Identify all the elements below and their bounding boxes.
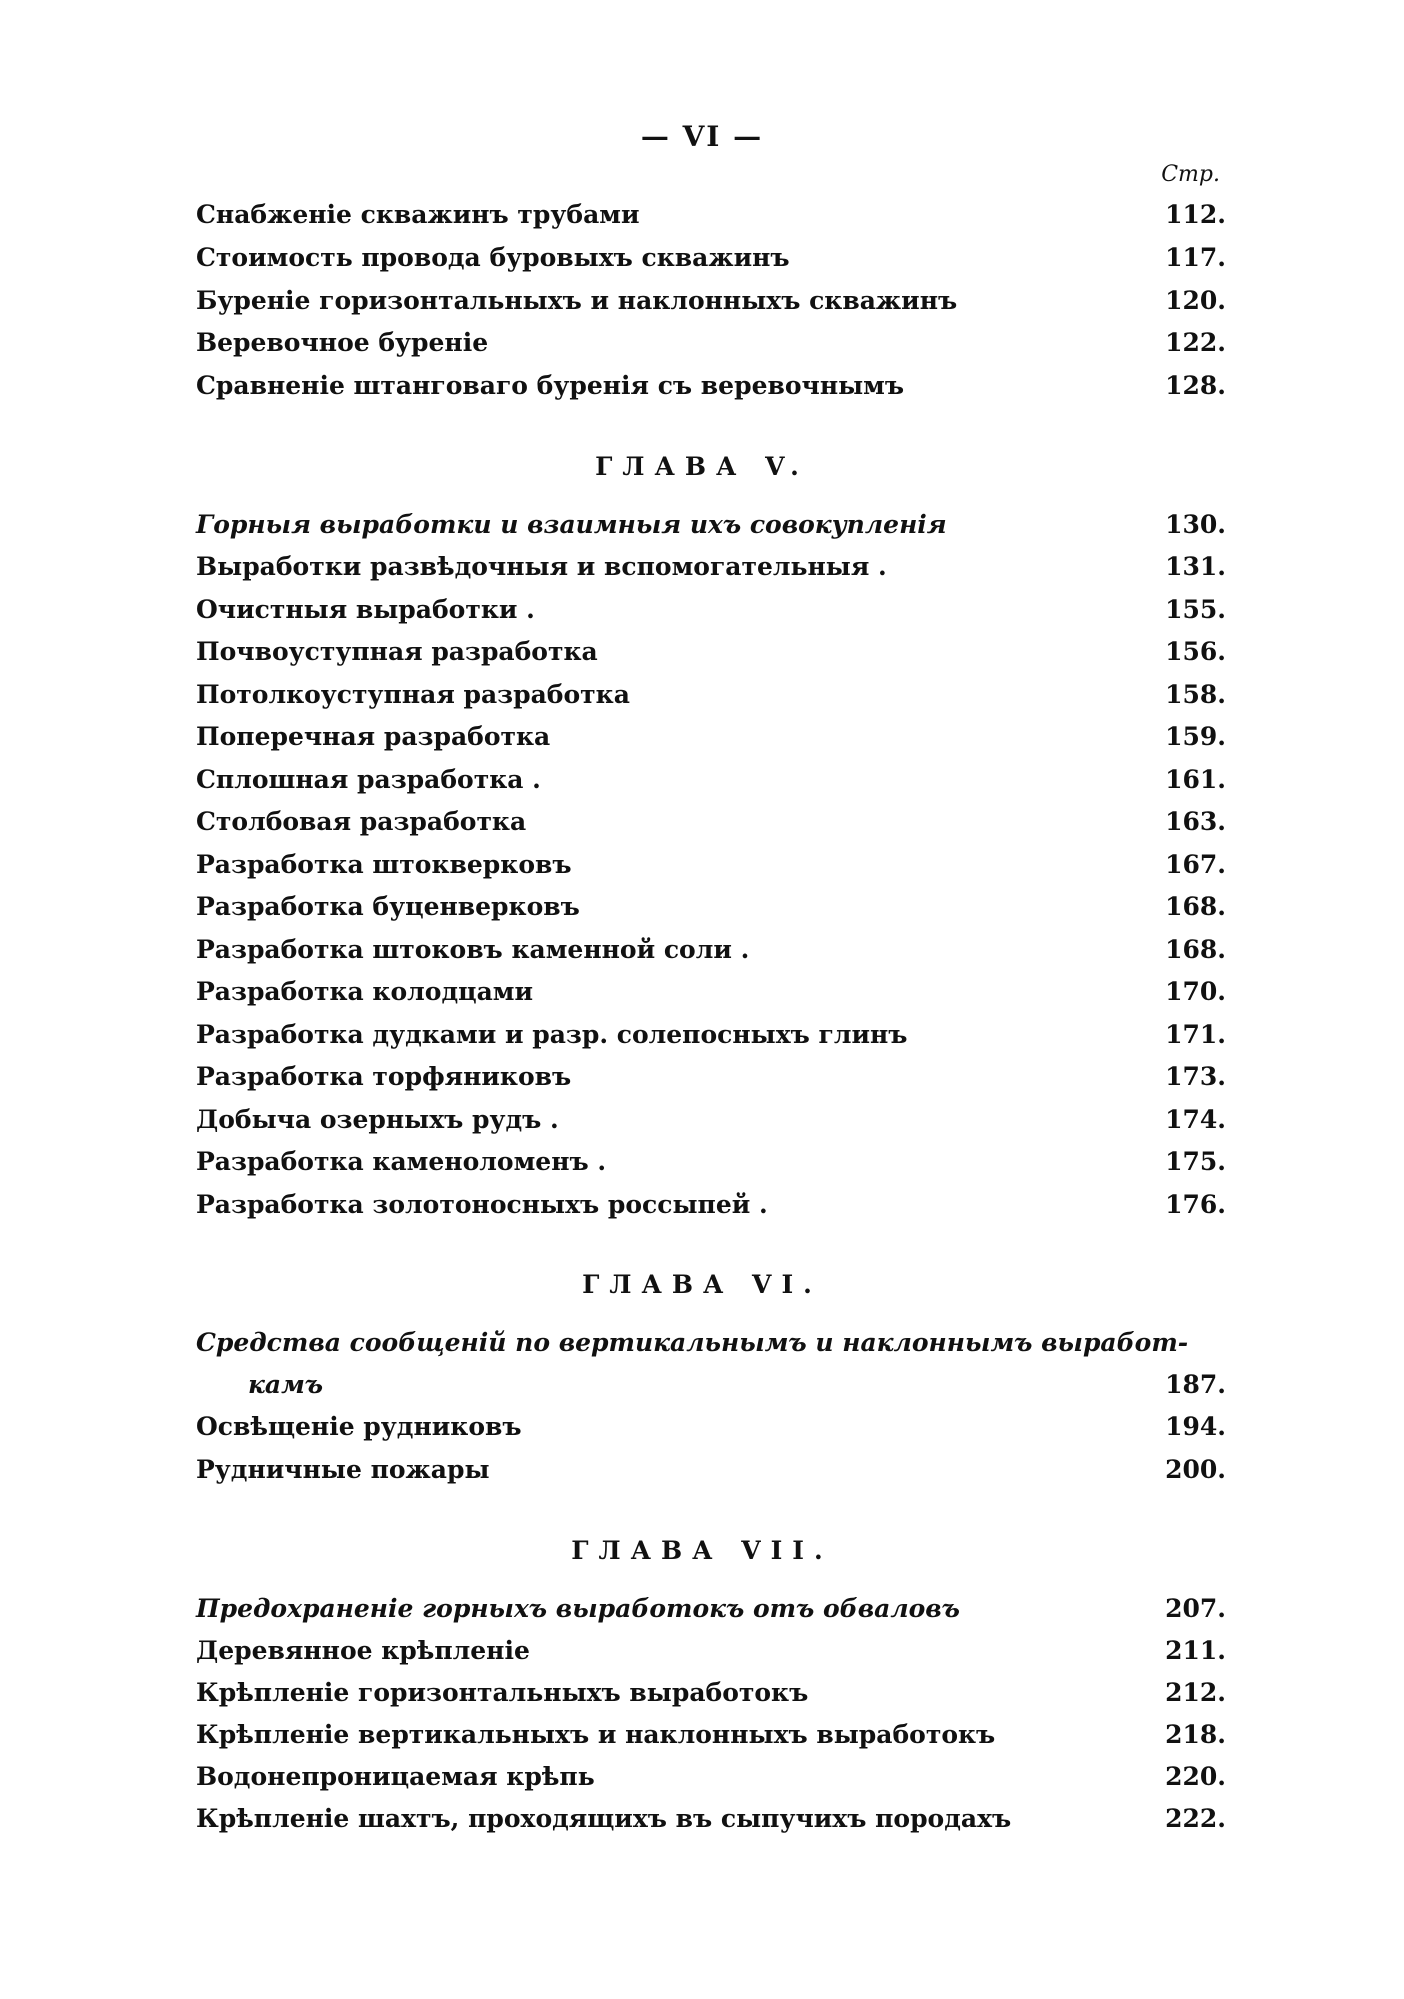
toc-entry-page: 158. — [1165, 680, 1226, 709]
toc-entry — [196, 1370, 1226, 1410]
toc-entry-title: Освѣщеніе рудниковъ — [196, 1412, 522, 1441]
toc-entry — [196, 850, 1226, 890]
toc-entry-page: 167. — [1165, 850, 1226, 879]
toc-entry-title: Рудничные пожары — [196, 1455, 490, 1484]
toc-entry-page: 155. — [1165, 595, 1226, 624]
toc-entry — [196, 722, 1226, 762]
toc-entry — [196, 1190, 1226, 1230]
toc-entry — [196, 807, 1226, 847]
toc-entry-title: Разработка штоковъ каменной соли . — [196, 935, 750, 964]
toc-entry — [196, 1328, 1226, 1368]
toc-entry-page: 212. — [1165, 1678, 1226, 1707]
page-number: — VI — — [640, 120, 764, 153]
toc-entry-title: Выработки развѣдочныя и вспомогательныя . — [196, 552, 887, 581]
toc-entry-title: Столбовая разработка — [196, 807, 527, 836]
toc-entry-page: 168. — [1165, 935, 1226, 964]
toc-entry — [196, 1720, 1226, 1760]
toc-entry — [196, 1678, 1226, 1718]
toc-entry-page: 117. — [1165, 243, 1226, 272]
chapter-heading: ГЛАВА VII. — [571, 1536, 833, 1565]
toc-entry-title: Разработка торфяниковъ — [196, 1062, 572, 1091]
toc-entry — [196, 371, 1226, 411]
toc-entry-page: 200. — [1165, 1455, 1226, 1484]
toc-entry — [196, 595, 1226, 635]
toc-entry-page: 130. — [1165, 510, 1226, 539]
toc-entry-title: Стоимость провода буровыхъ скважинъ — [196, 243, 790, 272]
toc-entry — [196, 1105, 1226, 1145]
toc-entry-title: Разработка колодцами — [196, 977, 534, 1006]
toc-entry-title: Предохраненіе горныхъ выработокъ отъ обваловъ — [196, 1594, 960, 1623]
toc-entry-page: 120. — [1165, 286, 1226, 315]
toc-entry-title: Разработка дудками и разр. солепосныхъ глинъ — [196, 1020, 908, 1049]
toc-entry-title: Разработка буценверковъ — [196, 892, 580, 921]
toc-entry-title: Крѣпленіе вертикальныхъ и наклонныхъ выработокъ — [196, 1720, 996, 1749]
toc-entry — [196, 1762, 1226, 1802]
toc-entry-title: Очистныя выработки . — [196, 595, 535, 624]
toc-entry — [196, 552, 1226, 592]
toc-entry — [196, 1804, 1226, 1844]
toc-entry-title: Разработка золотоносныхъ россыпей . — [196, 1190, 768, 1219]
toc-entry — [196, 977, 1226, 1017]
toc-entry — [196, 510, 1226, 550]
toc-entry-page: 131. — [1165, 552, 1226, 581]
toc-entry — [196, 680, 1226, 720]
toc-entry-title: Крѣпленіе горизонтальныхъ выработокъ — [196, 1678, 809, 1707]
toc-entry-title: Поперечная разработка — [196, 722, 551, 751]
toc-entry — [196, 892, 1226, 932]
toc-entry-title: Буреніе горизонтальныхъ и наклонныхъ скважинъ — [196, 286, 958, 315]
toc-entry-title: Сплошная разработка . — [196, 765, 541, 794]
toc-entry-page: 211. — [1165, 1636, 1226, 1665]
toc-entry — [196, 328, 1226, 368]
toc-entry-page: 175. — [1165, 1147, 1226, 1176]
toc-entry-page: 112. — [1165, 200, 1226, 229]
toc-entry-page: 222. — [1165, 1804, 1226, 1833]
toc-entry — [196, 765, 1226, 805]
toc-entry — [196, 1412, 1226, 1452]
toc-entry-page: 220. — [1165, 1762, 1226, 1791]
toc-entry-page: 171. — [1165, 1020, 1226, 1049]
toc-entry-page: 161. — [1165, 765, 1226, 794]
toc-entry-title: Деревянное крѣпленіе — [196, 1636, 530, 1665]
toc-entry-page: 163. — [1165, 807, 1226, 836]
toc-entry-title: Потолкоуступная разработка — [196, 680, 630, 709]
toc-entry — [196, 1594, 1226, 1634]
toc-entry-title-continued: камъ — [248, 1370, 324, 1399]
toc-entry — [196, 1636, 1226, 1676]
toc-entry-page: 128. — [1165, 371, 1226, 400]
toc-entry-page: 176. — [1165, 1190, 1226, 1219]
toc-entry-title: Горныя выработки и взаимныя ихъ совокупленія — [196, 510, 947, 539]
toc-entry-title: Добыча озерныхъ рудъ . — [196, 1105, 559, 1134]
toc-entry-page: 174. — [1165, 1105, 1226, 1134]
toc-entry — [196, 200, 1226, 240]
toc-entry-page: 170. — [1165, 977, 1226, 1006]
toc-entry — [196, 1455, 1226, 1495]
toc-entry-title: Веревочное буреніе — [196, 328, 489, 357]
toc-entry-title: Крѣпленіе шахтъ, проходящихъ въ сыпучихъ породахъ — [196, 1804, 1012, 1833]
toc-entry — [196, 243, 1226, 283]
toc-entry — [196, 637, 1226, 677]
toc-entry — [196, 1020, 1226, 1060]
toc-entry — [196, 1147, 1226, 1187]
toc-entry-page: 194. — [1165, 1412, 1226, 1441]
toc-entry-page: 122. — [1165, 328, 1226, 357]
toc-entry-title: Снабженіе скважинъ трубами — [196, 200, 640, 229]
toc-entry-page: 168. — [1165, 892, 1226, 921]
toc-entry-page: 187. — [1165, 1370, 1226, 1399]
toc-entry-title: Водонепроницаемая крѣпь — [196, 1762, 595, 1791]
toc-entry-title: Почвоуступная разработка — [196, 637, 598, 666]
toc-entry-title: Сравненіе штанговаго буренія съ веревочнымъ — [196, 371, 905, 400]
toc-entry-title: Разработка штокверковъ — [196, 850, 572, 879]
chapter-heading: ГЛАВА V. — [595, 452, 809, 481]
toc-entry-title: Разработка каменоломенъ . — [196, 1147, 607, 1176]
toc-entry-title: Средства сообщеній по вертикальнымъ и наклоннымъ выработ- — [196, 1328, 1189, 1357]
toc-entry-page: 156. — [1165, 637, 1226, 666]
toc-entry-page: 218. — [1165, 1720, 1226, 1749]
toc-entry — [196, 935, 1226, 975]
toc-entry — [196, 286, 1226, 326]
page-column-label: Стр. — [1161, 162, 1220, 187]
chapter-heading: ГЛАВА VI. — [582, 1270, 822, 1299]
toc-entry-page: 207. — [1165, 1594, 1226, 1623]
toc-entry — [196, 1062, 1226, 1102]
toc-entry-page: 159. — [1165, 722, 1226, 751]
toc-entry-page: 173. — [1165, 1062, 1226, 1091]
